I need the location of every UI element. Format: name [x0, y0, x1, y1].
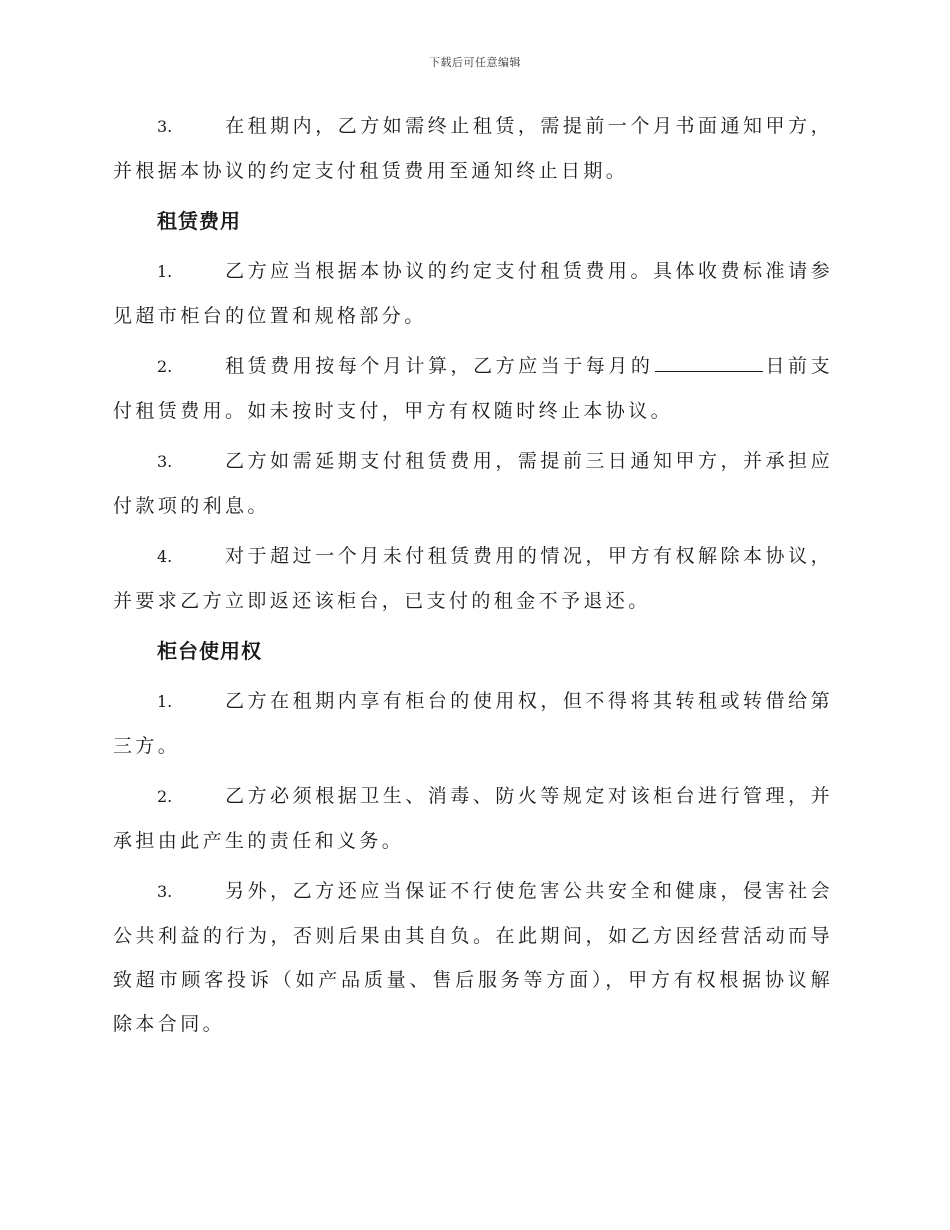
clause-text: 乙方应当根据本协议的约定支付租赁费用。具体收费标准请参见超市柜台的位置和规格部分。	[113, 260, 833, 327]
clause-number: 1.	[157, 262, 173, 281]
page-header: 下载后可任意编辑	[429, 56, 521, 69]
clause-number: 2.	[157, 357, 173, 376]
clause-fee-2	[113, 344, 833, 433]
clause-number: 1.	[157, 692, 173, 711]
clause-number: 3.	[157, 452, 173, 471]
clause-use-2	[113, 774, 833, 863]
clause-fee-3	[113, 439, 833, 528]
clause-number: 2.	[157, 787, 173, 806]
section-heading-usage: 柜台使用权	[157, 639, 262, 663]
clause-termination-3	[113, 104, 833, 193]
clause-number: 3.	[157, 882, 173, 901]
clause-number: 3.	[157, 117, 173, 136]
section-heading-fee: 租赁费用	[157, 209, 241, 233]
clause-text: 另外，乙方还应当保证不行使危害公共安全和健康，侵害社会公共利益的行为，否则后果由其自负。在此期间，如乙方因经营活动而导致超市顾客投诉（如产品质量、售后服务等方面），甲方有权根据协议解除本合同。	[113, 880, 833, 1035]
clause-text: 乙方如需延期支付租赁费用，需提前三日通知甲方，并承担应付款项的利息。	[113, 450, 833, 517]
document-body	[113, 104, 833, 1052]
clause-text: 乙方在租期内享有柜台的使用权，但不得将其转租或转借给第三方。	[113, 690, 833, 757]
clause-fee-4	[113, 534, 833, 623]
clause-text-before: 租赁费用按每个月计算，乙方应当于每月的	[225, 355, 654, 377]
clause-text-after: 日前支付租赁费用。如未按时支付，甲方有权随时终止本协议。	[113, 355, 833, 422]
clause-number: 4.	[157, 547, 173, 566]
fill-in-blank[interactable]	[655, 351, 763, 372]
clause-text: 对于超过一个月未付租赁费用的情况，甲方有权解除本协议，并要求乙方立即返还该柜台，已支付的租金不予退还。	[113, 545, 833, 612]
clause-text: 在租期内，乙方如需终止租赁，需提前一个月书面通知甲方，并根据本协议的约定支付租赁费用至通知终止日期。	[113, 115, 833, 182]
clause-fee-1	[113, 249, 833, 338]
clause-text: 乙方必须根据卫生、消毒、防火等规定对该柜台进行管理，并承担由此产生的责任和义务。	[113, 785, 833, 852]
clause-use-3	[113, 869, 833, 1046]
clause-use-1	[113, 679, 833, 768]
